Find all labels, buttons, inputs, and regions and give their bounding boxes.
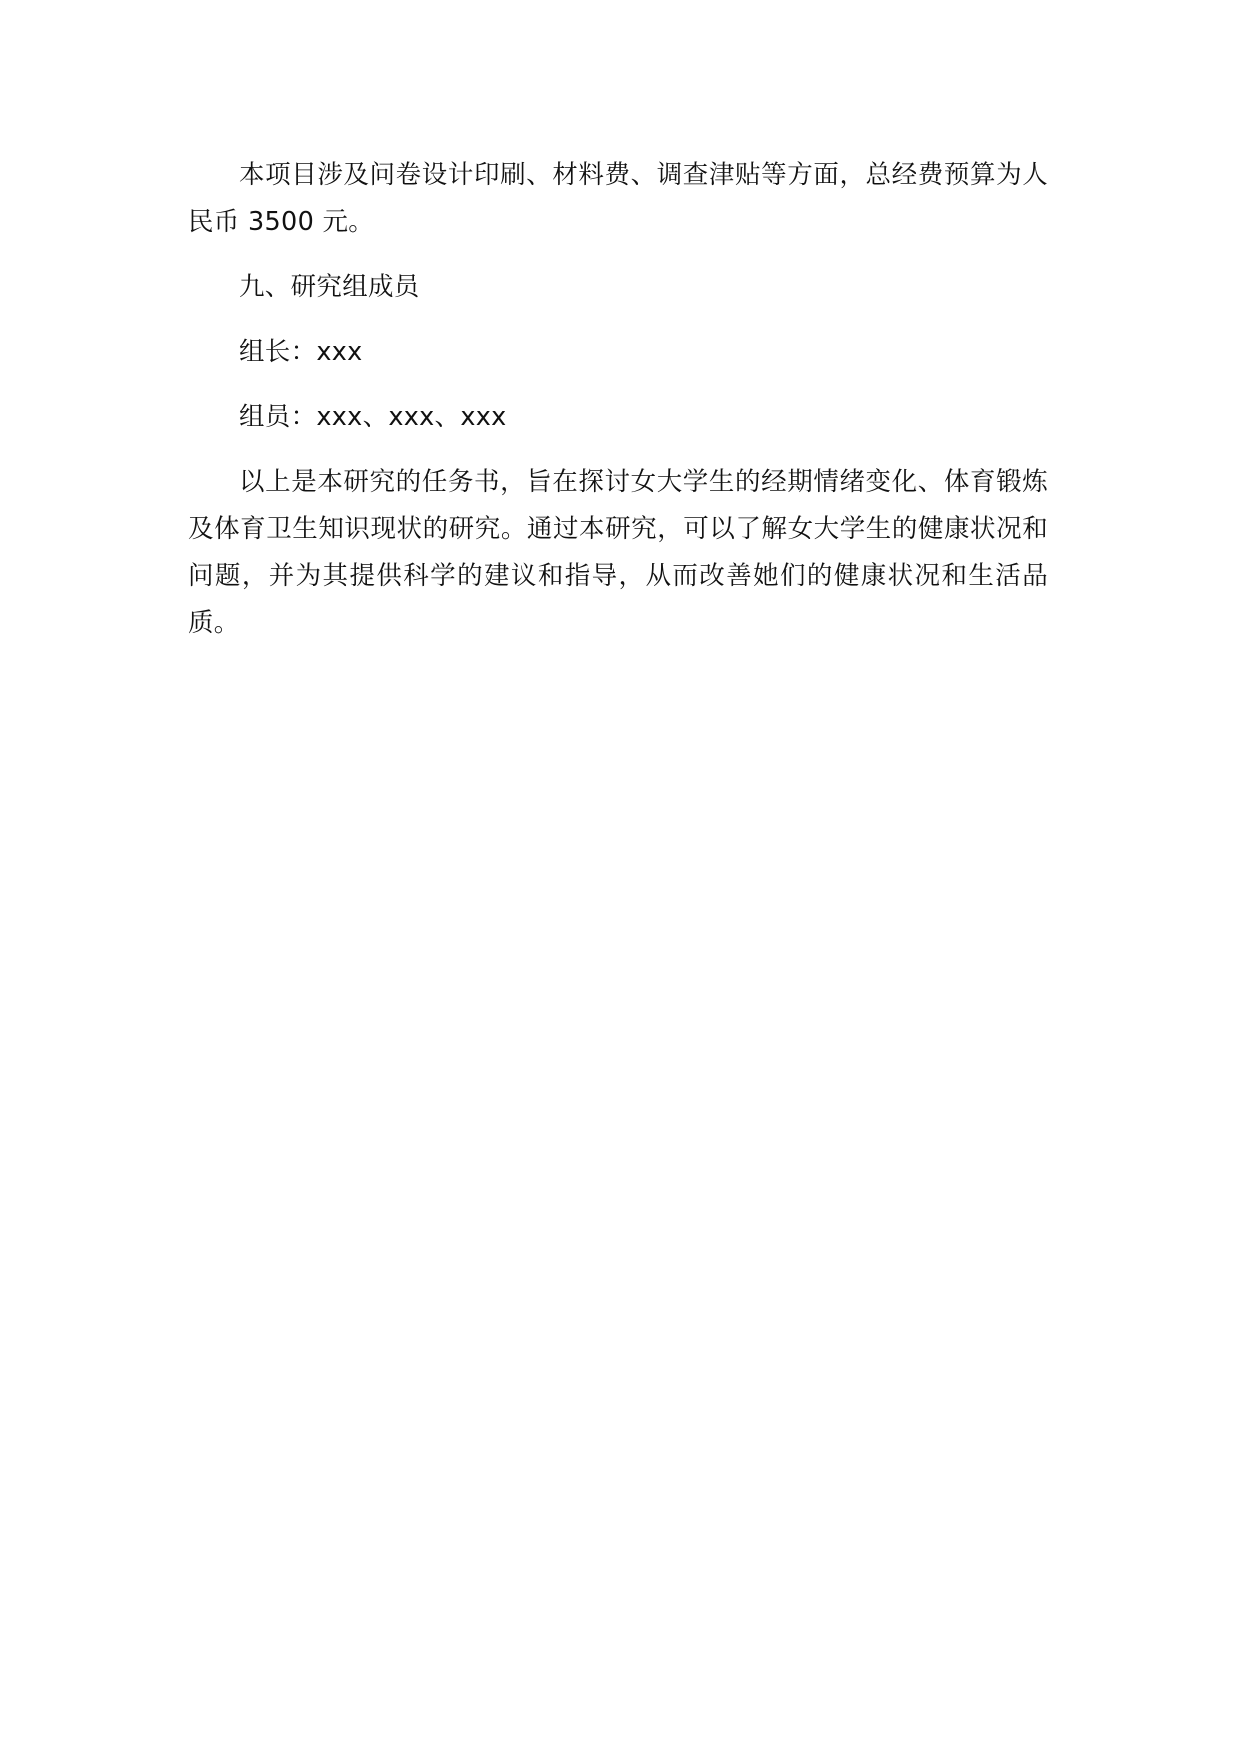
section-heading-research-members: 九、研究组成员 [239, 272, 420, 302]
team-leader-line: 组长：xxx [239, 337, 363, 367]
document-body [188, 152, 1048, 647]
summary-paragraph: 以上是本研究的任务书，旨在探讨女大学生的经期情绪变化、体育锻炼及体育卫生知识现状的研究。通过本研究，可以了解女大学生的健康状况和问题，并为其提供科学的建议和指导，从而改善她们的健康状况和生活品质。 [188, 467, 1048, 638]
budget-paragraph: 本项目涉及问卷设计印刷、材料费、调查津贴等方面，总经费预算为人民币 3500 元。 [188, 160, 1048, 237]
team-members-line: 组员：xxx、xxx、xxx [239, 402, 507, 432]
